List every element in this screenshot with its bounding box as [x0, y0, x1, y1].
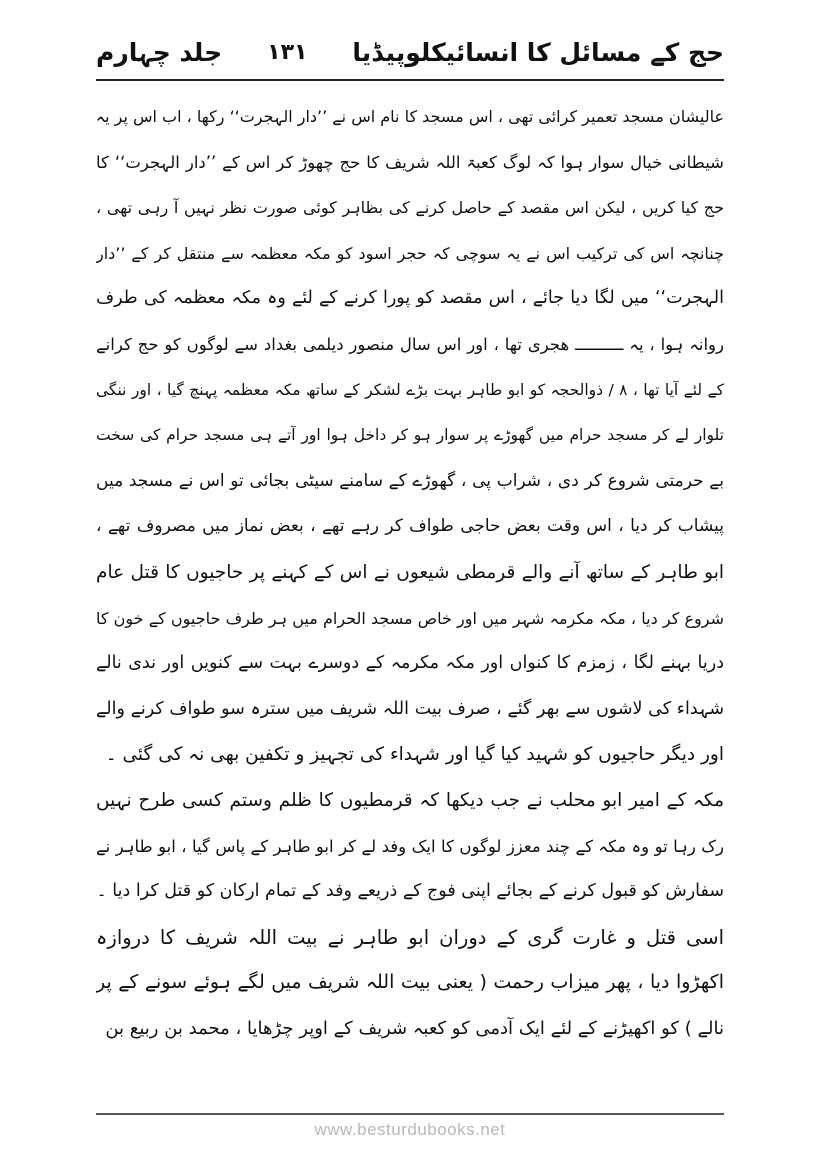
text-line: پیشاب کر دیا ، اس وقت بعض حاجی طواف کر رہے تھے ، بعض نماز میں مصروف تھے ، [96, 516, 724, 537]
body-text [96, 94, 724, 1051]
text-line: بے حرمتی شروع کر دی ، شراب پی ، گھوڑے کے سامنے سیٹی بجائی تو اس نے مسجد میں [96, 470, 724, 491]
text-line: اور دیگر حاجیوں کو شہید کیا گیا اور شہداء کی تجہیز و تکفین بھی نہ کی گئی ۔ [105, 744, 724, 766]
text-line: رک رہا تو وہ مکہ کے چند معزز لوگوں کا ایک وفد لے کر ابو طاہر کے پاس گیا ، ابو طاہر نے [96, 836, 724, 856]
paragraph [96, 778, 724, 915]
paragraph [96, 94, 724, 778]
text-line: نالے ) کو اکھیڑنے کے لئے ایک آدمی کو کعبہ شریف کے اوپر چڑھایا ، محمد بن ربیع بن [105, 1017, 724, 1039]
text-line: سفارش کو قبول کرنے کے بجائے اپنی فوج کے ذریعے وفد کے تمام ارکان کو قتل کرا دیا ۔ [96, 881, 724, 902]
text-line: اکھڑوا دیا ، پھر میزاب رحمت ( یعنی بیت اللہ شریف میں لگے ہوئے سونے کے پر [96, 971, 724, 994]
paragraph [96, 915, 724, 1052]
volume-label: جلد چہارم [96, 37, 223, 67]
text-line: روانہ ہوا ، یہ ــــــــــ ھجری تھا ، اور اس سال منصور دیلمی بغداد سے لوگوں کو حج کرانے [96, 334, 724, 354]
text-line: کے لئے آیا تھا ، ۸ / ذوالحجہ کو ابو طاہر بہت بڑے لشکر کے ساتھ مکہ معظمہ پہنچ گیا ، اور ننگی [96, 380, 724, 399]
page-header [96, 30, 724, 74]
page-number: ۱۳۱ [267, 39, 308, 65]
website-footer: www.besturdubooks.net [314, 1120, 506, 1139]
text-line: مکہ کے امیر ابو محلب نے جب دیکھا کہ قرمطیوں کا ظلم وستم کسی طرح نہیں [96, 789, 724, 811]
text-line: شہداء کی لاشوں سے بھر گئے ، صرف بیت اللہ شریف میں سترہ سو طواف کرنے والے [96, 698, 724, 719]
text-line: شیطانی خیال سوار ہوا کہ لوگ کعبۃ اللہ شریف کا حج چھوڑ کر اس کے ’’دار الہجرت‘‘ کا [96, 152, 724, 172]
text-line: عالیشان مسجد تعمیر کرائی تھی ، اس مسجد کا نام اس نے ’’دار الہجرت‘‘ رکھا ، اب اس پر یہ [96, 107, 724, 126]
text-line: شروع کر دیا ، مکہ مکرمہ شہر میں اور خاص مسجد الحرام میں ہر طرف حاجیوں کے خون کا [96, 608, 724, 628]
text-line: الہجرت‘‘ میں لگا دیا جائے ، اس مقصد کو پورا کرنے کے لئے وہ مکہ معظمہ کی طرف [96, 288, 724, 309]
text-line: چنانچہ اس کی ترکیب اس نے یہ سوچی کہ حجر اسود کو مکہ معظمہ سے منتقل کر کے ’’دار [96, 243, 724, 263]
text-line: ابو طاہر کے ساتھ آنے والے قرمطی شیعوں نے اس کے کہنے پر حاجیوں کا قتل عام [96, 561, 724, 583]
footer-rule [96, 1113, 724, 1115]
text-line: اسی قتل و غارت گری کے دوران ابو طاہر نے بیت اللہ شریف کا دروازہ [96, 925, 724, 949]
book-title: حج کے مسائل کا انسائیکلوپیڈیا [352, 37, 724, 67]
text-line: دریا بہنے لگا ، زمزم کا کنواں اور مکہ مکرمہ کے دوسرے بہت سے کنویں اور ندی نالے [96, 653, 724, 674]
header-rule [96, 79, 724, 81]
text-line: تلوار لے کر مسجد حرام میں گھوڑے پر سوار ہو کر داخل ہوا اور آتے ہی مسجد حرام کی سخت [96, 426, 724, 445]
text-line: حج کیا کریں ، لیکن اس مقصد کے حاصل کرنے کی بظاہر کوئی صورت نظر نہیں آ رہی تھی ، [96, 198, 724, 218]
